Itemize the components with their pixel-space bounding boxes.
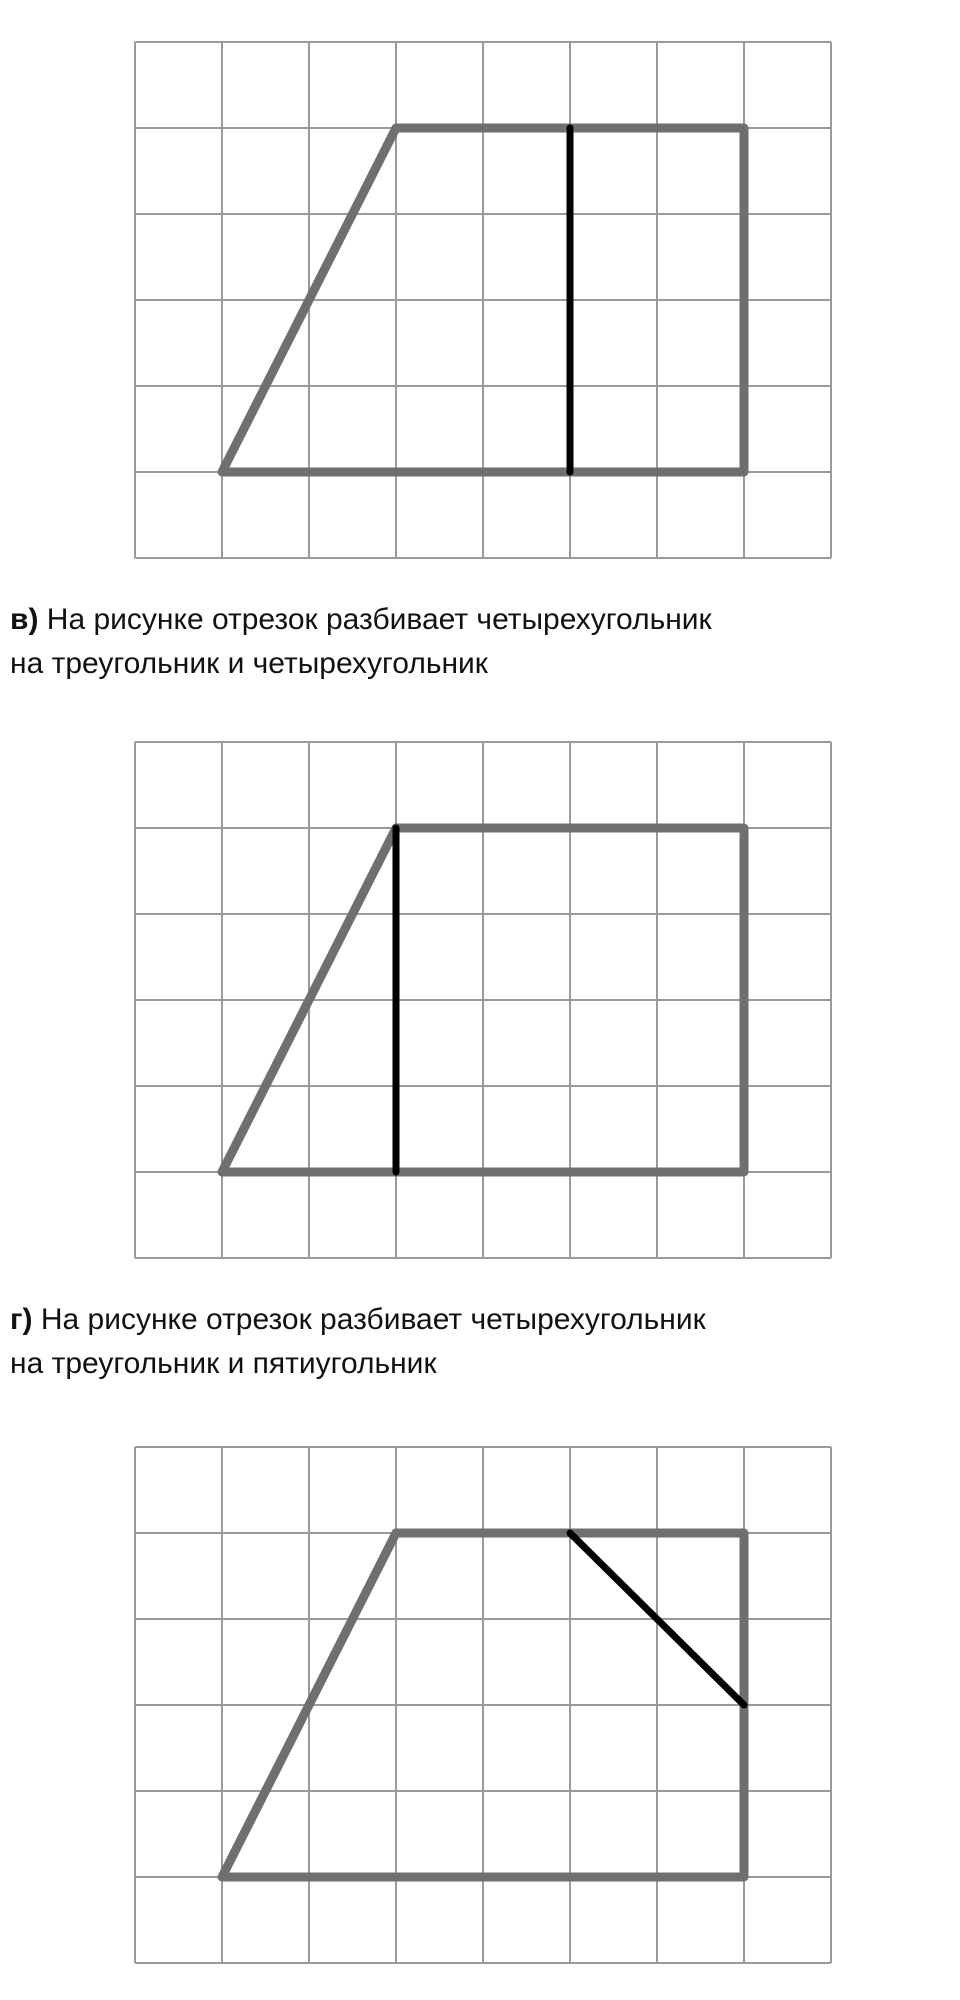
caption-label: г) [10,1303,33,1336]
grid-lines [135,742,831,1258]
grid-figure-1 [133,40,833,560]
caption-v [10,598,950,686]
caption-line-1 [10,1298,950,1342]
grid-figure-2 [133,740,833,1260]
caption-g [10,1298,950,1386]
caption-line-2: на треугольник и пятиугольник [10,1347,437,1380]
caption-text: На рисунке отрезок разбивает четырехугольник [46,603,712,636]
caption-line-2: на треугольник и четырехугольник [10,647,488,680]
figure-svg-3 [133,1445,833,1965]
caption-line-1 [10,598,950,642]
figure-svg-2 [133,740,833,1260]
figure-svg-1 [133,40,833,560]
grid-figure-3 [133,1445,833,1965]
grid-lines [135,1447,831,1963]
caption-text: На рисунке отрезок разбивает четырехугольник [40,1303,706,1336]
grid-lines [135,42,831,558]
caption-label: в) [10,603,39,636]
